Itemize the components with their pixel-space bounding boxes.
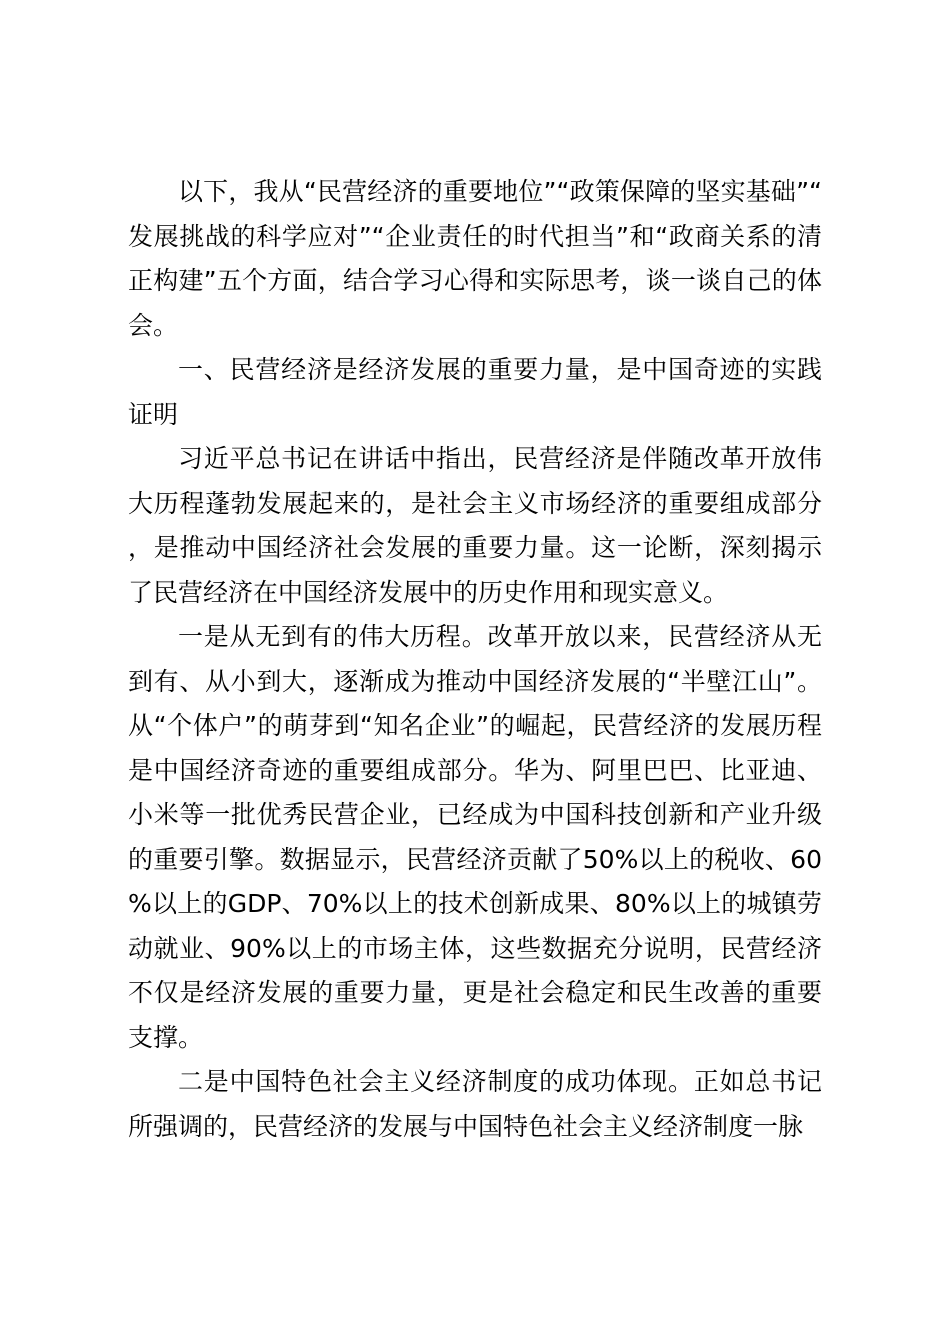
section-heading-1: 一、民营经济是经济发展的重要力量，是中国奇迹的实践证明: [128, 355, 822, 429]
paragraph-speech-quote: 习近平总书记在讲话中指出，民营经济是伴随改革开放伟大历程蓬勃发展起来的，是社会主义市场经济的重要组成部分，是推动中国经济社会发展的重要力量。这一论断，深刻揭示了民营经济在中国经济发展中的历史作用和现实意义。: [128, 444, 822, 607]
paragraph-intro: 以下，我从“民营经济的重要地位”“政策保障的坚实基础”“发展挑战的科学应对”“企业责任的时代担当”和“政商关系的清正构建”五个方面，结合学习心得和实际思考，谈一谈自己的体会。: [128, 177, 822, 340]
paragraph-point-1: 一是从无到有的伟大历程。改革开放以来，民营经济从无到有、从小到大，逐渐成为推动中国经济发展的“半壁江山”。从“个体户”的萌芽到“知名企业”的崛起，民营经济的发展历程是中国经济奇迹的重要组成部分。华为、阿里巴巴、比亚迪、小米等一批优秀民营企业，已经成为中国科技创新和产业升级的重要引擎。数据显示，民营经济贡献了50%以上的税收、60%以上的GDP、70%以上的技术创新成果、80%以上的城镇劳动就业、90%以上的市场主体，这些数据充分说明，民营经济不仅是经济发展的重要力量，更是社会稳定和民生改善的重要支撑。: [128, 622, 822, 1052]
paragraph-point-2: 二是中国特色社会主义经济制度的成功体现。正如总书记所强调的，民营经济的发展与中国特色社会主义经济制度一脉: [128, 1067, 822, 1141]
document-body: [128, 170, 822, 1149]
